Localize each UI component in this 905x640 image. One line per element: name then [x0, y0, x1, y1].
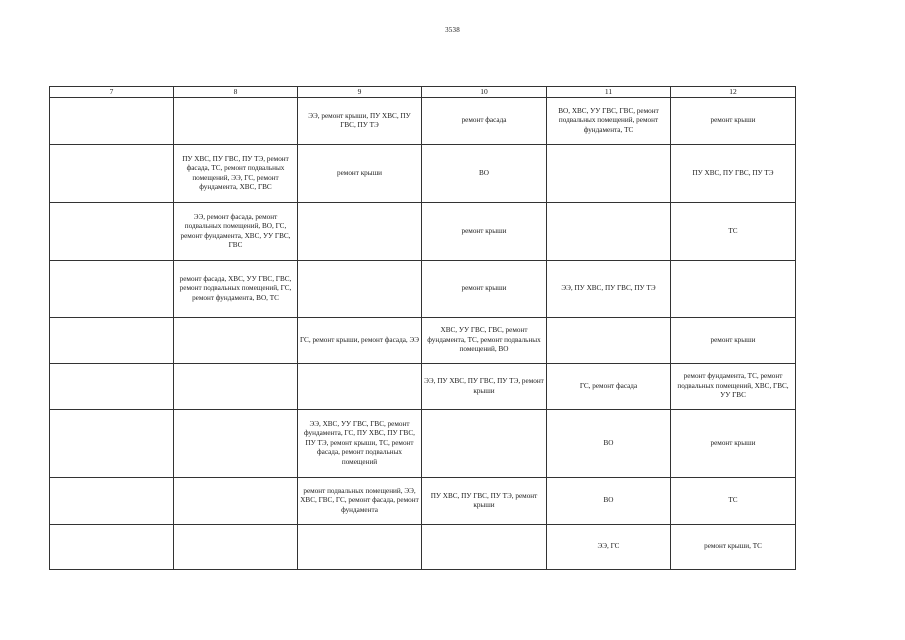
table-cell: ГС, ремонт крыши, ремонт фасада, ЭЭ [298, 318, 422, 364]
table-cell: ВО [422, 145, 547, 203]
table-cell: ремонт крыши [671, 98, 796, 145]
table-cell: ремонт подвальных помещений, ЭЭ, ХВС, ГВС, ГС, ремонт фасада, ремонт фундамента [298, 478, 422, 525]
table-cell [50, 478, 174, 525]
table-cell: ЭЭ, ГС [547, 525, 671, 570]
table-cell [50, 410, 174, 478]
table-cell: ремонт крыши [671, 318, 796, 364]
table-cell [174, 318, 298, 364]
table-cell [298, 203, 422, 261]
table-row [50, 525, 796, 570]
table-cell: ГС, ремонт фасада [547, 364, 671, 410]
table-cell: ремонт крыши, ТС [671, 525, 796, 570]
column-header: 10 [422, 87, 547, 98]
table-cell: ЭЭ, ПУ ХВС, ПУ ГВС, ПУ ТЭ [547, 261, 671, 318]
table-cell: ЭЭ, ремонт фасада, ремонт подвальных помещений, ВО, ГС, ремонт фундамента, ХВС, УУ ГВС, ГВС [174, 203, 298, 261]
table-cell: ремонт крыши [422, 203, 547, 261]
table-cell: ВО [547, 410, 671, 478]
column-header: 11 [547, 87, 671, 98]
table-cell [547, 145, 671, 203]
table-row [50, 364, 796, 410]
table-cell [422, 525, 547, 570]
table-cell: ВО, ХВС, УУ ГВС, ГВС, ремонт подвальных помещений, ремонт фундамента, ТС [547, 98, 671, 145]
table-row [50, 478, 796, 525]
table-cell [547, 318, 671, 364]
table-cell: ремонт крыши [671, 410, 796, 478]
table-cell: ремонт фасада [422, 98, 547, 145]
table-row [50, 203, 796, 261]
table-cell [174, 478, 298, 525]
table-row [50, 98, 796, 145]
table-cell [671, 261, 796, 318]
table-cell [298, 364, 422, 410]
table-row [50, 261, 796, 318]
table-cell [547, 203, 671, 261]
table-cell: ТС [671, 203, 796, 261]
table-cell [50, 261, 174, 318]
table-cell: ремонт крыши [298, 145, 422, 203]
table-row [50, 318, 796, 364]
table-cell: ТС [671, 478, 796, 525]
table-cell [50, 145, 174, 203]
column-header: 8 [174, 87, 298, 98]
table-cell [174, 364, 298, 410]
table-cell [50, 525, 174, 570]
table-cell [174, 98, 298, 145]
table-cell: ЭЭ, ХВС, УУ ГВС, ГВС, ремонт фундамента, ГС, ПУ ХВС, ПУ ГВС, ПУ ТЭ, ремонт крыши, ТС, ремонт фасада, ремонт подвальных помещений [298, 410, 422, 478]
table-cell: ремонт крыши [422, 261, 547, 318]
table-cell: ЭЭ, ремонт крыши, ПУ ХВС, ПУ ГВС, ПУ ТЭ [298, 98, 422, 145]
table-cell [298, 261, 422, 318]
table-cell [50, 364, 174, 410]
table-cell: ремонт фундамента, ТС, ремонт подвальных помещений, ХВС, ГВС, УУ ГВС [671, 364, 796, 410]
column-header: 7 [50, 87, 174, 98]
page-number: 3538 [445, 26, 460, 34]
table-cell [174, 410, 298, 478]
column-header: 9 [298, 87, 422, 98]
schedule-table [49, 86, 796, 570]
column-header: 12 [671, 87, 796, 98]
table-row [50, 145, 796, 203]
table-cell: ПУ ХВС, ПУ ГВС, ПУ ТЭ, ремонт крыши [422, 478, 547, 525]
table-cell: ремонт фасада, ХВС, УУ ГВС, ГВС, ремонт подвальных помещений, ГС, ремонт фундамента, ВО, ТС [174, 261, 298, 318]
table-cell [50, 318, 174, 364]
table-cell [50, 98, 174, 145]
table-cell [298, 525, 422, 570]
table-cell: ПУ ХВС, ПУ ГВС, ПУ ТЭ [671, 145, 796, 203]
table-row [50, 410, 796, 478]
table-cell: ЭЭ, ПУ ХВС, ПУ ГВС, ПУ ТЭ, ремонт крыши [422, 364, 547, 410]
table-cell [422, 410, 547, 478]
table-cell: ПУ ХВС, ПУ ГВС, ПУ ТЭ, ремонт фасада, ТС, ремонт подвальных помещений, ЭЭ, ГС, ремонт фундамента, ХВС, ГВС [174, 145, 298, 203]
table-cell [50, 203, 174, 261]
table-cell [174, 525, 298, 570]
table-header-row [50, 87, 796, 98]
table-cell: ВО [547, 478, 671, 525]
table-cell: ХВС, УУ ГВС, ГВС, ремонт фундамента, ТС, ремонт подвальных помещений, ВО [422, 318, 547, 364]
